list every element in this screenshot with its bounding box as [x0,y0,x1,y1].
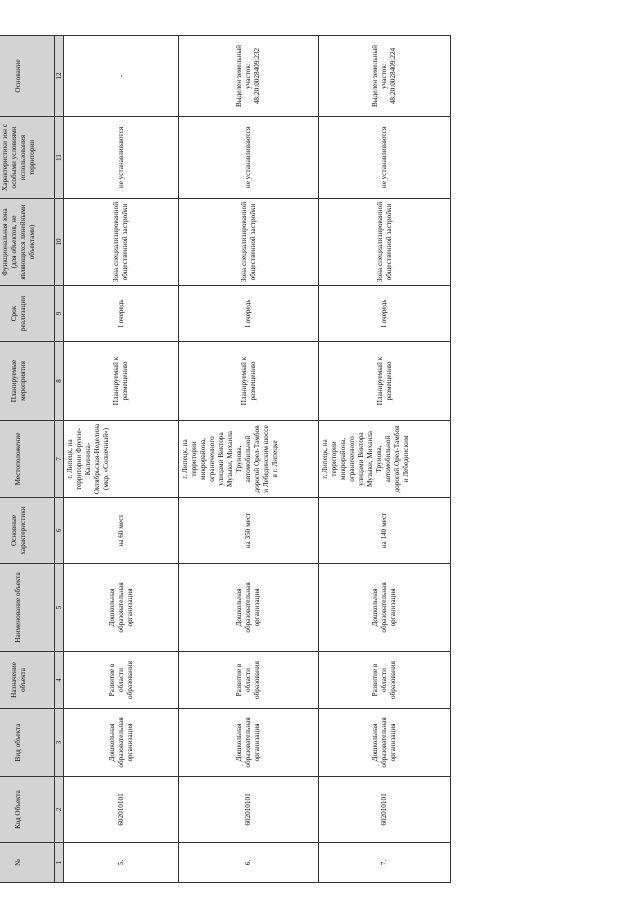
implementation-term: I очередь [64,286,179,342]
table-row [64,36,179,883]
header-cell: Характеристики зон с особыми условиями использования территории [0,117,55,199]
object-location: г. Липецк, на территории Фрунзе-Калинина-Октябрьская-Неделина (мкр. «Солнечный») [64,421,179,498]
column-number: 5 [55,564,64,652]
functional-zone: Зона специализированной общественной застройки [64,199,179,286]
objects-table [0,35,451,883]
column-number: 12 [55,36,64,117]
object-name: Дошкольная образовательная организация [179,564,319,652]
header-cell: Местоположение [0,421,55,498]
column-number: 11 [55,117,64,199]
header-cell: Функциональная зона (для объектов, не являющихся линейными объектами) [0,199,55,286]
header-cell: Назначение объекта [0,652,55,709]
object-purpose: Развитие в области образования [319,652,451,709]
header-cell: Основание [0,36,55,117]
row-number: 5. [64,843,179,883]
basis: Выделен земельный участок: 48:20:0028409:232 [179,36,319,117]
functional-zone: Зона специализированной общественной застройки [179,199,319,286]
planned-measures: Планируемый к размещению [64,342,179,421]
planned-measures: Планируемый к размещению [179,342,319,421]
column-number: 1 [55,843,64,883]
column-number: 4 [55,652,64,709]
object-code: 602010101 [319,777,451,843]
header-cell: Наименование объекта [0,564,55,652]
object-purpose: Развитие в области образования [179,652,319,709]
header-cell: Вид объекта [0,709,55,777]
object-location: г. Липецк, на территории микрорайона, ограниченного улицами Виктора Музыки, Михаила Трунова, автомобильной дорогой Орел-Тамбов и Лебединским шоссе в г. Липецке [179,421,319,498]
object-name: Дошкольная образовательная организация [319,564,451,652]
object-kind: Дошкольная образовательная организация [179,709,319,777]
object-code: 602010101 [179,777,319,843]
implementation-term: I очередь [319,286,451,342]
functional-zone: Зона специализированной общественной застройки [319,199,451,286]
special-conditions: не устанавливаются [64,117,179,199]
implementation-term: I очередь [179,286,319,342]
object-characteristics: на 350 мест [179,498,319,564]
header-cell: Планируемые мероприятия [0,342,55,421]
object-location: г. Липецк, на территории микрорайона, ограниченного улицами Виктора Музыки, Михаила Трунова, автомобильной дорогой Орел-Тамбов и Лебединским [319,421,451,498]
table-header-row [0,36,55,883]
column-number: 8 [55,342,64,421]
header-cell: Основные характеристики [0,498,55,564]
basis: Выделен земельный участок: 48:20:0028409:224 [319,36,451,117]
column-number: 2 [55,777,64,843]
object-characteristics: на 60 мест [64,498,179,564]
object-characteristics: на 140 мест [319,498,451,564]
column-number: 10 [55,199,64,286]
object-kind: Дошкольная образовательная организация [319,709,451,777]
header-cell: № [0,843,55,883]
header-cell: Срок реализации [0,286,55,342]
object-name: Дошкольная образовательная организация [64,564,179,652]
object-purpose: Развитие в области образования [64,652,179,709]
column-number-row [55,36,64,883]
object-code: 602010101 [64,777,179,843]
table-row [319,36,451,883]
column-number: 7 [55,421,64,498]
planned-measures: Планируемый к размещению [319,342,451,421]
row-number: 7. [319,843,451,883]
object-kind: Дошкольная образовательная организация [64,709,179,777]
table-row [179,36,319,883]
header-cell: Код Объекта [0,777,55,843]
column-number: 6 [55,498,64,564]
column-number: 9 [55,286,64,342]
basis: - [64,36,179,117]
row-number: 6. [179,843,319,883]
rotated-page [0,44,450,883]
special-conditions: не устанавливаются [179,117,319,199]
column-number: 3 [55,709,64,777]
special-conditions: не устанавливаются [319,117,451,199]
